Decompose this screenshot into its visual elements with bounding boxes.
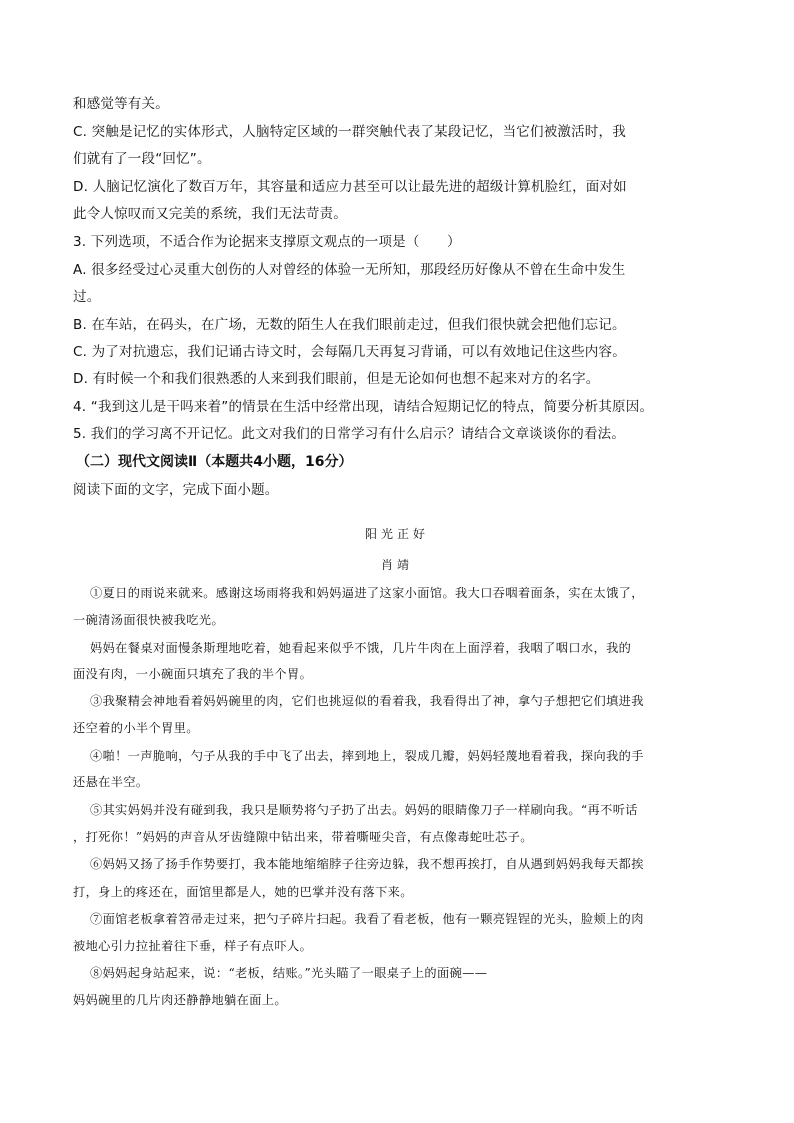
q3-option-d: D. 有时候一个和我们很熟悉的人来到我们眼前，但是无论如何也想不起来对方的名字。 <box>73 371 600 387</box>
q3-option-b: B. 在车站，在码头，在广场，无数的陌生人在我们眼前走过，但我们很快就会把他们忘记。 <box>73 317 626 333</box>
story-paragraph-line: 妈妈在餐桌对面慢条斯理地吃着，她看起来似乎不饿，几片牛肉在上面浮着，我咽了咽口水，我的 <box>90 641 632 655</box>
story-paragraph-line: ④啪！一声脆响，勺子从我的手中飞了出去，摔到地上，裂成几瓣，妈妈轻蔑地看着我，探向我的手 <box>90 749 644 763</box>
story-paragraph-line: 被地心引力拉扯着往下垂，样子有点吓人。 <box>73 939 313 953</box>
question-3: 3. 下列选项，不适合作为论据来支撑原文观点的一项是（ ） <box>73 234 461 250</box>
question-5: 5. 我们的学习离不开记忆。此文对我们的日常学习有什么启示？请结合文章谈谈你的看法。 <box>73 426 626 442</box>
text-line: 和感觉等有关。 <box>73 96 169 112</box>
q3-option-a-line-1: A. 很多经受过心灵重大创伤的人对曾经的体验一无所知，那段经历好像从不曾在生命中发生 <box>73 262 626 278</box>
option-c-line-1: C. 突触是记忆的实体形式，人脑特定区域的一群突触代表了某段记忆，当它们被激活时，我 <box>73 124 626 140</box>
story-paragraph-line: 还悬在半空。 <box>73 775 149 789</box>
option-c-line-2: 们就有了一段“回忆”。 <box>73 151 211 167</box>
story-paragraph-line: ⑦面馆老板拿着笤帚走过来，把勺子碎片扫起。我看了看老板，他有一颗亮锃锃的光头，脸颊上的肉 <box>90 912 644 926</box>
story-paragraph-line: ③我聚精会神地看着妈妈碗里的肉，它们也挑逗似的看着我，我看得出了神，拿勺子想把它们填进我 <box>90 694 644 708</box>
story-author: 肖靖 <box>380 558 413 572</box>
option-d-line-1: D. 人脑记忆演化了数百万年，其容量和适应力甚至可以让最先进的超级计算机脸红，面对如 <box>73 179 627 195</box>
story-paragraph-line: 妈妈碗里的几片肉还静静地躺在面上。 <box>73 993 287 1007</box>
story-paragraph-line: 一碗清汤面很快被我吃光。 <box>73 613 225 627</box>
story-paragraph-line: ，打死你！”妈妈的声音从牙齿缝隙中钻出来，带着嘶哑尖音，有点像毒蛇吐芯子。 <box>73 830 533 844</box>
q3-option-a-line-2: 过。 <box>73 289 101 305</box>
story-paragraph-line: ①夏日的雨说来就来。感谢这场雨将我和妈妈逼进了这家小面馆。我大口吞咽着面条，实在太饿了， <box>90 586 644 600</box>
q3-option-c: C. 为了对抗遗忘，我们记诵古诗文时，会每隔几天再复习背诵，可以有效地记住这些内容。 <box>73 344 626 360</box>
story-paragraph-line: ⑧妈妈起身站起来，说：“老板，结账。”光头瞄了一眼桌子上的面碗—— <box>90 966 488 980</box>
story-paragraph-line: 面没有肉，一小碗面只填充了我的半个胃。 <box>73 667 313 681</box>
section-heading: （二）现代文阅读Ⅱ（本题共4小题，16分） <box>76 454 353 470</box>
story-title: 阳光正好 <box>364 527 429 541</box>
story-paragraph-line: ⑥妈妈又扬了扬手作势要打，我本能地缩缩脖子往旁边躲，我不想再挨打，自从遇到妈妈我每天都挨 <box>90 857 644 871</box>
option-d-line-2: 此令人惊叹而又完美的系统，我们无法苛责。 <box>73 206 347 222</box>
question-4: 4. “我到这儿是干吗来着”的情景在生活中经常出现，请结合短期记忆的特点，简要分析其原因。 <box>73 399 654 415</box>
story-paragraph-line: 打，身上的疼还在，面馆里都是人，她的巴掌并没有落下来。 <box>73 885 413 899</box>
reading-instruction: 阅读下面的文字，完成下面小题。 <box>73 482 279 498</box>
story-paragraph-line: 还空着的小半个胃里。 <box>73 721 199 735</box>
story-paragraph-line: ⑤其实妈妈并没有碰到我，我只是顺势将勺子扔了出去。妈妈的眼睛像刀子一样刷向我。“再不听话 <box>90 803 638 817</box>
